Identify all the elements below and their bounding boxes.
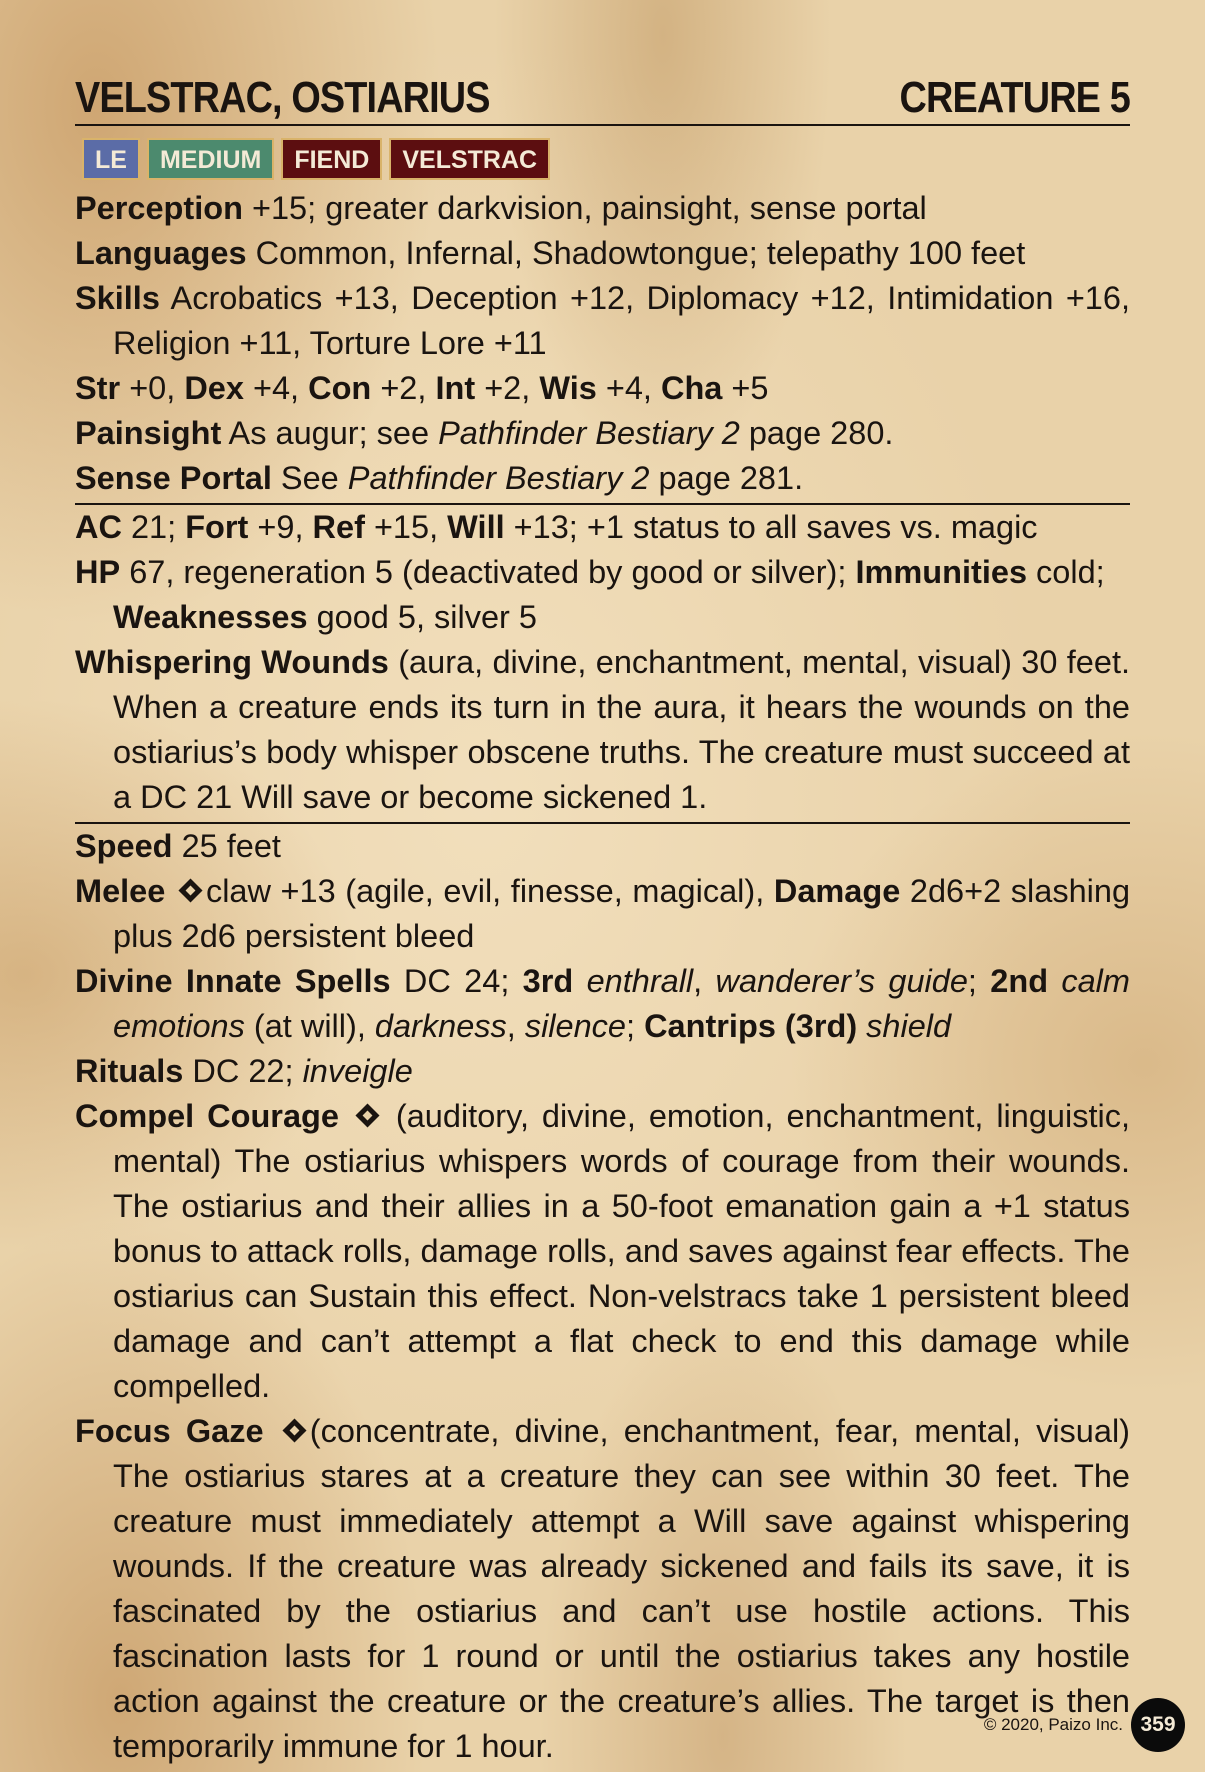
hp-line: HP 67, regeneration 5 (deactivated by good or silver); Immunities cold; Weaknesses good 5, silver 5: [75, 554, 1105, 635]
compel-courage-ability: Compel Courage (auditory, divine, emotion, enchantment, linguistic, mental) The ostiarius whispers words of courage from their wounds. The ostiarius and their allies in a 50-foot emanation gain a +1 status bonus to attack rolls, damage rolls, and saves against fear effects. The ostiarius can Sustain this effect. Non-velstracs take 1 persistent bleed damage and can’t attempt a flat check to end this damage while compelled.: [75, 1098, 1131, 1404]
focus-gaze-ability: Focus Gaze (concentrate, divine, enchantment, fear, mental, visual) The ostiarius stares at a creature they can see within 30 feet. The creature must immediately attempt a Will save against whispering wounds. If the creature was already sickened and fails its save, it is fascinated by the ostiarius and can’t use hostile actions. This fascination lasts for 1 round or until the ostiarius takes any hostile action against the creature or the creature’s allies. The target is then temporarily immune for 1 hour.: [75, 1413, 1130, 1764]
stat-block-body: [75, 186, 1130, 1769]
trait-fiend: FIEND: [281, 138, 382, 180]
innate-spells-line: Divine Innate Spells DC 24; 3rd enthrall, wanderer’s guide; 2nd calm emotions (at will), darkness, silence; Cantrips (3rd) shield: [75, 963, 1130, 1044]
stat-block-header: [75, 70, 1130, 126]
page-footer: [984, 1698, 1185, 1752]
defense-line: AC 21; Fort +9, Ref +15, Will +13; +1 status to all saves vs. magic: [75, 509, 1038, 545]
creature-level: CREATURE 5: [899, 73, 1130, 122]
melee-strike: Melee claw +13 (agile, evil, finesse, magical), Damage 2d6+2 slashing plus 2d6 persistent bleed: [75, 873, 1131, 954]
single-action-icon: [177, 878, 204, 905]
trait-alignment: LE: [82, 138, 140, 180]
single-action-icon: [281, 1418, 308, 1445]
sense-portal-line: Sense Portal See Pathfinder Bestiary 2 page 281.: [75, 460, 804, 496]
stat-block: [75, 70, 1130, 1769]
skills-line: Skills Acrobatics +13, Deception +12, Diplomacy +12, Intimidation +16, Religion +11, Torture Lore +11: [75, 280, 1130, 361]
rituals-line: Rituals DC 22; inveigle: [75, 1053, 413, 1089]
copyright-notice: © 2020, Paizo Inc.: [983, 1715, 1123, 1734]
page-number: 359: [1131, 1698, 1185, 1752]
languages-line: Languages Common, Infernal, Shadowtongue; telepathy 100 feet: [75, 235, 1026, 271]
single-action-icon: [354, 1103, 381, 1130]
trait-size: MEDIUM: [147, 138, 274, 180]
trait-velstrac: VELSTRAC: [389, 138, 550, 180]
trait-list: [82, 138, 1130, 180]
ability-scores-line: Str +0, Dex +4, Con +2, Int +2, Wis +4, Cha +5: [75, 370, 769, 406]
creature-name: VELSTRAC, OSTIARIUS: [75, 73, 490, 122]
whispering-wounds-ability: Whispering Wounds (aura, divine, enchantment, mental, visual) 30 feet. When a creature ends its turn in the aura, it hears the wounds on the ostiarius’s body whisper obscene truths. The creature must succeed at a DC 21 Will save or become sickened 1.: [75, 644, 1131, 815]
painsight-line: Painsight As augur; see Pathfinder Bestiary 2 page 280.: [75, 415, 894, 451]
speed-line: Speed 25 feet: [75, 828, 281, 864]
perception-line: Perception +15; greater darkvision, painsight, sense portal: [75, 190, 927, 226]
